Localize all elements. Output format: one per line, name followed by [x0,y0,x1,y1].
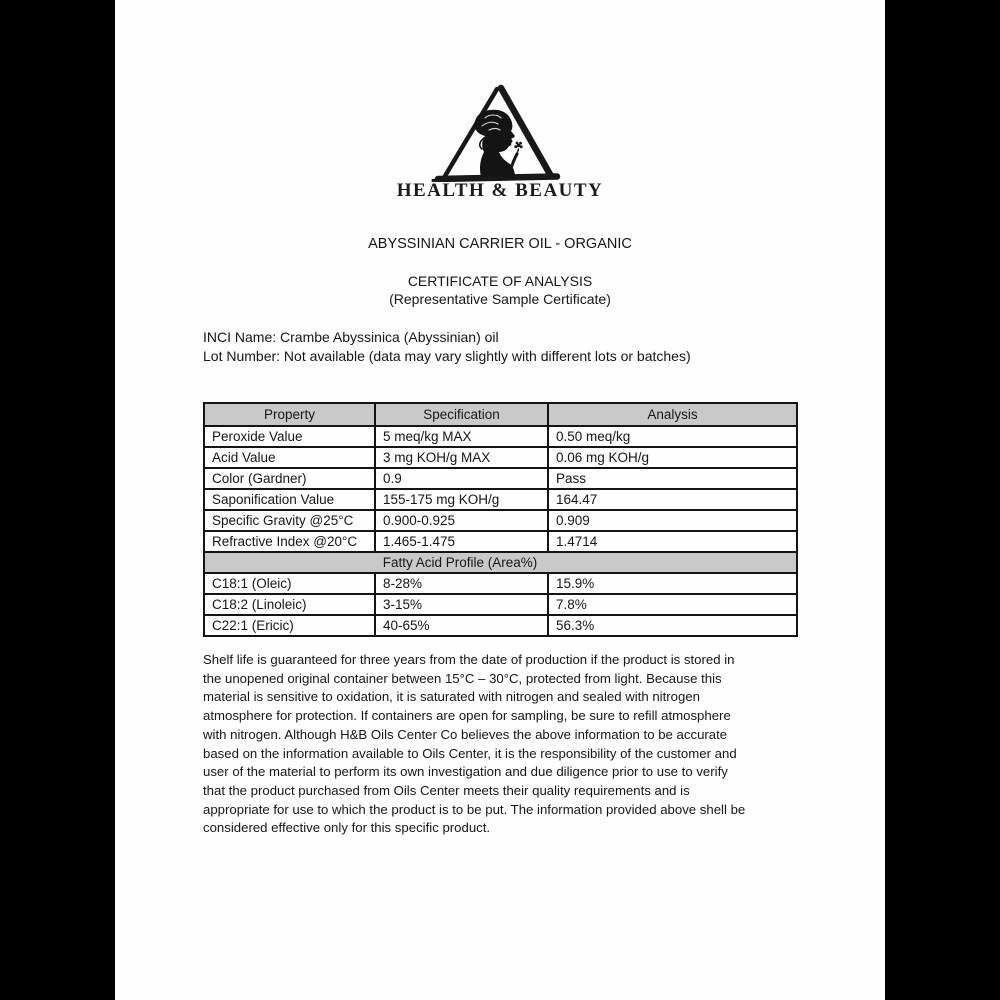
health-beauty-logo-icon [405,84,595,182]
disclaimer-line: with nitrogen. Although H&B Oils Center Co believes the above information to be accurate [203,726,728,742]
table-cell: 155-175 mg KOH/g [375,489,548,510]
lot-number-line: Lot Number: Not available (data may vary slightly with different lots or batches) [203,348,691,364]
column-header-analysis: Analysis [548,403,797,426]
inci-name-line: INCI Name: Crambe Abyssinica (Abyssinian) oil [203,329,499,345]
flower-icon [514,142,522,149]
table-cell: Saponification Value [204,489,375,510]
table-cell: 15.9% [548,573,797,594]
table-cell: 5 meq/kg MAX [375,426,548,447]
table-cell: C18:1 (Oleic) [204,573,375,594]
disclaimer-line: that the product purchased from Oils Center meets their quality requirements and is [203,782,690,798]
table-cell: 1.4714 [548,531,797,552]
brand-name: HEALTH & BEAUTY [396,180,604,201]
document-page [115,0,885,1000]
product-title: ABYSSINIAN CARRIER OIL - ORGANIC [368,236,632,252]
table-row [204,594,797,615]
section-header-cell: Fatty Acid Profile (Area%) [204,552,797,573]
table-row [204,615,797,636]
disclaimer-line: the unopened original container between 15°C – 30°C, protected from light. Because this [203,670,722,686]
table-cell: 0.900-0.925 [375,510,548,531]
disclaimer-text [203,651,803,838]
table-cell: 3-15% [375,594,548,615]
table-cell: 0.50 meq/kg [548,426,797,447]
table-cell: 8-28% [375,573,548,594]
table-cell: Specific Gravity @25°C [204,510,375,531]
table-cell: C18:2 (Linoleic) [204,594,375,615]
disclaimer-line: atmosphere for protection. If containers are open for sampling, be sure to refill atmosphere [203,708,731,724]
table-cell: 1.465-1.475 [375,531,548,552]
table-row [204,468,797,489]
table-cell: 7.8% [548,594,797,615]
table-row [204,447,797,468]
table-cell: 0.06 mg KOH/g [548,447,797,468]
table-cell: 3 mg KOH/g MAX [375,447,548,468]
disclaimer-line: appropriate for use to which the product is to be put. The information provided above shell be [203,801,746,817]
table-cell: Pass [548,468,797,489]
column-header-specification: Specification [375,403,548,426]
disclaimer-line: based on the information available to Oils Center, it is the responsibility of the customer and [203,745,737,761]
table-cell: Acid Value [204,447,375,468]
certificate-subtitle: (Representative Sample Certificate) [389,291,611,307]
disclaimer-line: considered effective only for this specific product. [203,820,491,836]
table-row [204,426,797,447]
table-cell: Color (Gardner) [204,468,375,489]
table-row [204,573,797,594]
table-row [204,531,797,552]
table-cell: Refractive Index @20°C [204,531,375,552]
table-row [204,552,797,573]
table-row [204,489,797,510]
analysis-table [203,402,798,637]
table-row [204,510,797,531]
table-cell: Peroxide Value [204,426,375,447]
disclaimer-line: Shelf life is guaranteed for three years from the date of production if the product is stored in [203,652,735,667]
disclaimer-line: user of the material to perform its own investigation and due diligence prior to use to verify [203,764,728,780]
disclaimer-line: material is sensitive to oxidation, it is saturated with nitrogen and sealed with nitrogen [203,689,700,705]
table-cell: 0.9 [375,468,548,489]
table-cell: 0.909 [548,510,797,531]
table-cell: 164.47 [548,489,797,510]
table-cell: C22:1 (Ericic) [204,615,375,636]
product-details [203,328,803,366]
table-header-row [204,403,797,426]
table-cell: 40-65% [375,615,548,636]
certificate-title: CERTIFICATE OF ANALYSIS [407,273,593,289]
column-header-property: Property [204,403,375,426]
table-cell: 56.3% [548,615,797,636]
